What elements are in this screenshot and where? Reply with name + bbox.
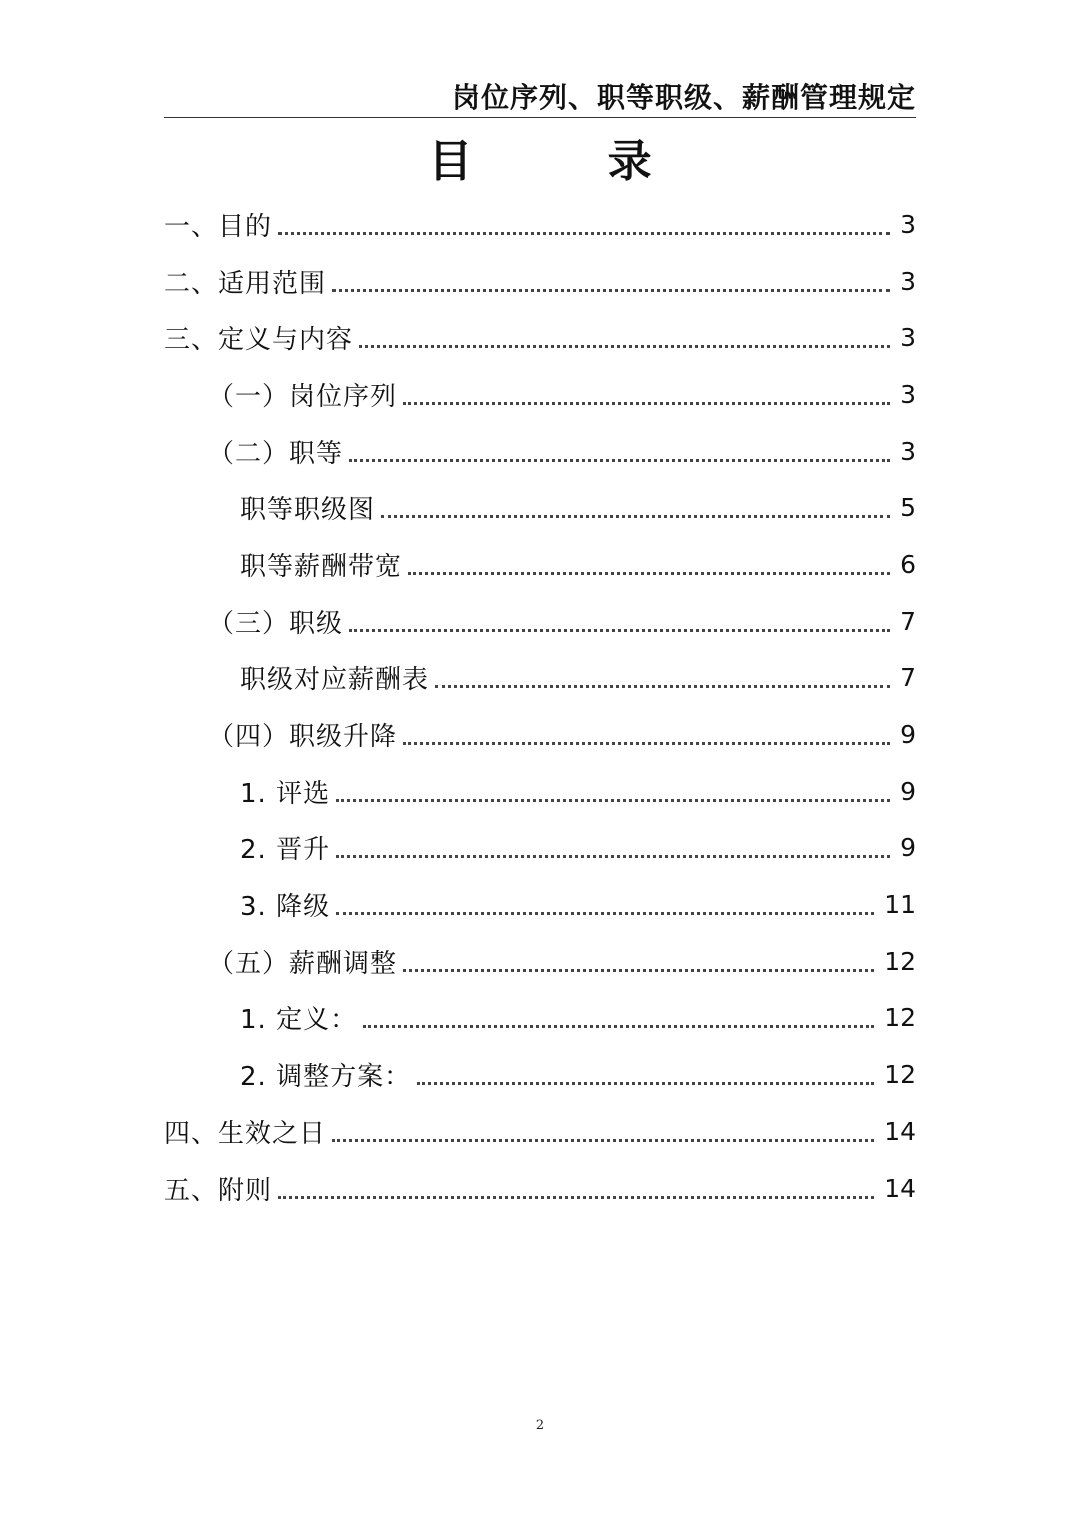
toc-entry-label: 职等职级图 bbox=[240, 495, 376, 526]
toc-entry-label: 职等薪酬带宽 bbox=[240, 551, 403, 582]
toc-entry-page: 12 bbox=[884, 1003, 916, 1033]
header-divider bbox=[164, 117, 916, 118]
toc-dot-leader bbox=[336, 799, 890, 802]
toc-dot-leader bbox=[332, 1139, 874, 1142]
toc-dot-leader bbox=[408, 572, 890, 575]
toc-dot-leader bbox=[349, 459, 890, 462]
toc-dot-leader bbox=[278, 1196, 874, 1199]
toc-dot-leader bbox=[336, 855, 890, 858]
toc-entry-page: 9 bbox=[900, 776, 916, 806]
toc-dot-leader bbox=[359, 345, 890, 348]
toc-entry-page: 3 bbox=[900, 209, 916, 239]
toc-entry-page: 14 bbox=[884, 1116, 916, 1146]
toc-entry[interactable] bbox=[164, 536, 916, 593]
toc-dot-leader bbox=[403, 742, 890, 745]
toc-dot-leader bbox=[417, 1082, 874, 1085]
toc-dot-leader bbox=[363, 1025, 874, 1028]
toc-entry-page: 7 bbox=[900, 606, 916, 636]
document-header-title: 岗位序列、职等职级、薪酬管理规定 bbox=[451, 81, 916, 114]
toc-entry[interactable] bbox=[164, 1160, 916, 1217]
toc-entry-label: 三、定义与内容 bbox=[164, 325, 354, 356]
toc-entry-label: 二、适用范围 bbox=[164, 268, 327, 299]
toc-dot-leader bbox=[278, 232, 890, 235]
toc-entry-page: 3 bbox=[900, 436, 916, 466]
toc-dot-leader bbox=[332, 289, 890, 292]
toc-entry[interactable] bbox=[164, 933, 916, 990]
toc-entry-page: 6 bbox=[900, 549, 916, 579]
toc-entry[interactable] bbox=[164, 990, 916, 1047]
toc-entry-label: 2. 晋升 bbox=[240, 835, 331, 866]
toc-entry-label: （四）职级升降 bbox=[208, 722, 398, 753]
toc-entry-label: 职级对应薪酬表 bbox=[240, 665, 430, 696]
toc-entry[interactable] bbox=[164, 650, 916, 707]
toc-entry-page: 14 bbox=[884, 1173, 916, 1203]
toc-entry-page: 9 bbox=[900, 720, 916, 750]
toc-entry[interactable] bbox=[164, 820, 916, 877]
toc-entry-page: 3 bbox=[900, 379, 916, 409]
toc-entry-page: 7 bbox=[900, 663, 916, 693]
toc-dot-leader bbox=[349, 629, 890, 632]
toc-entry-label: 1. 评选 bbox=[240, 778, 331, 809]
toc-title: 目 录 bbox=[428, 136, 712, 187]
toc-entry-page: 3 bbox=[900, 323, 916, 353]
toc-entry-page: 11 bbox=[884, 890, 916, 920]
toc-entry[interactable] bbox=[164, 479, 916, 536]
toc-entry-page: 9 bbox=[900, 833, 916, 863]
toc-entry[interactable] bbox=[164, 1103, 916, 1160]
toc-entry-label: （五）薪酬调整 bbox=[208, 948, 398, 979]
toc-entry-label: 1. 定义： bbox=[240, 1005, 358, 1036]
toc-entry[interactable] bbox=[164, 309, 916, 366]
toc-entry-page: 3 bbox=[900, 266, 916, 296]
toc-entry[interactable] bbox=[164, 423, 916, 480]
toc-entry[interactable] bbox=[164, 763, 916, 820]
toc-dot-leader bbox=[435, 685, 890, 688]
toc-entry[interactable] bbox=[164, 196, 916, 253]
toc-entry-label: （一）岗位序列 bbox=[208, 381, 398, 412]
toc-entry-label: 五、附则 bbox=[164, 1175, 273, 1206]
toc-entry-label: （三）职级 bbox=[208, 608, 344, 639]
toc-entry-label: （二）职等 bbox=[208, 438, 344, 469]
toc-entry[interactable] bbox=[164, 593, 916, 650]
toc-dot-leader bbox=[381, 515, 890, 518]
toc-entry-label: 2. 调整方案： bbox=[240, 1062, 412, 1093]
toc-entry[interactable] bbox=[164, 706, 916, 763]
toc-entry-label: 四、生效之日 bbox=[164, 1118, 327, 1149]
page-number: 2 bbox=[535, 1418, 545, 1433]
toc-dot-leader bbox=[403, 402, 890, 405]
toc-entry-page: 12 bbox=[884, 946, 916, 976]
toc-entry[interactable] bbox=[164, 253, 916, 310]
toc-dot-leader bbox=[403, 969, 874, 972]
table-of-contents bbox=[164, 196, 916, 1216]
toc-entry-page: 12 bbox=[884, 1060, 916, 1090]
toc-entry[interactable] bbox=[164, 876, 916, 933]
toc-entry[interactable] bbox=[164, 1046, 916, 1103]
toc-entry-label: 3. 降级 bbox=[240, 892, 331, 923]
toc-dot-leader bbox=[336, 912, 874, 915]
toc-entry-page: 5 bbox=[900, 493, 916, 523]
toc-entry-label: 一、目的 bbox=[164, 211, 273, 242]
toc-entry[interactable] bbox=[164, 366, 916, 423]
